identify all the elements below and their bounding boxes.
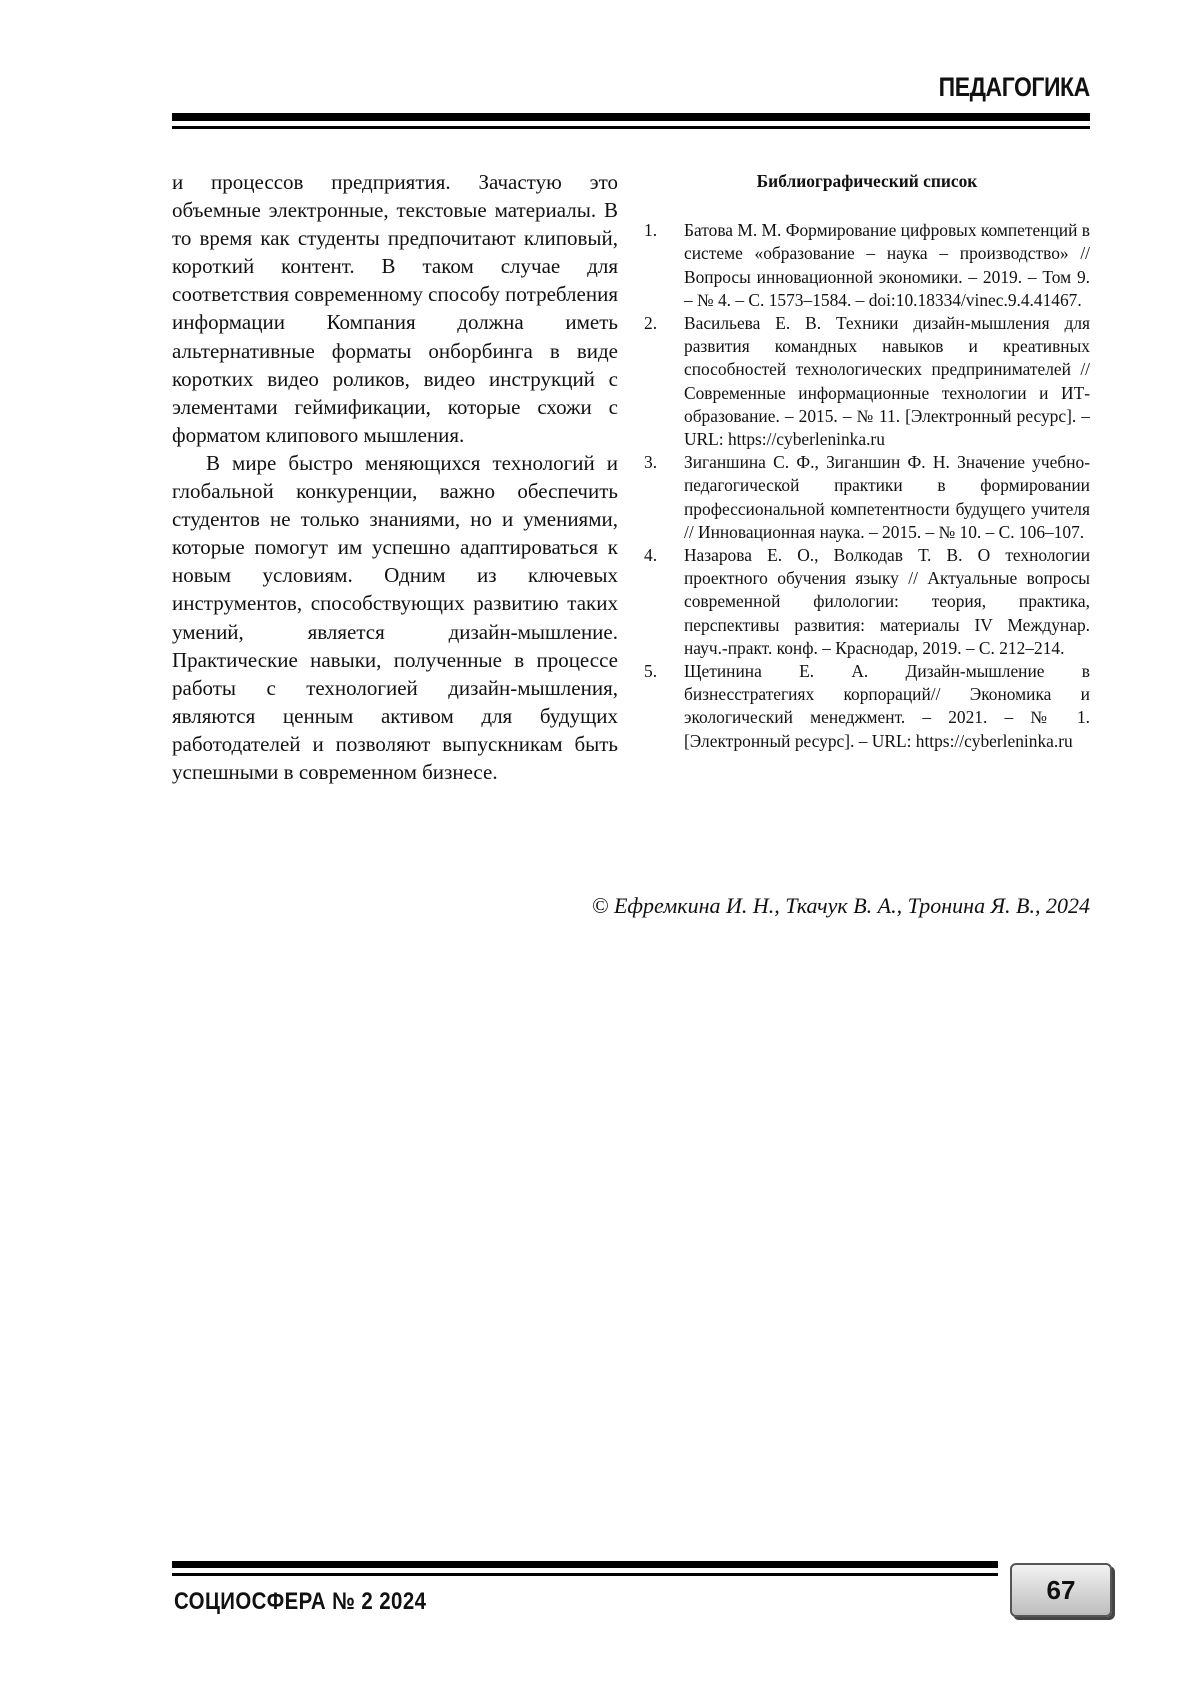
bibliography-item-number: 1. bbox=[644, 220, 658, 241]
bibliography-item-text: Батова М. М. Формирование цифровых компетенций в системе «образование – наука – производство» // Вопросы инновационной экономики. – 2019. – Том 9. – № 4. – С. 1573–1584. – doi:10.18334/vinec.9.4.41467. bbox=[684, 220, 1090, 310]
bibliography-item-text: Щетинина Е. А. Дизайн-мышление в бизнесстратегиях корпораций// Экономика и экологический менеджмент. – 2021. – № 1. [Электронный ресурс]. – URL: https://cyberleninka.ru bbox=[684, 661, 1090, 751]
bibliography-item bbox=[644, 219, 1090, 312]
bibliography-title: Библиографический список bbox=[756, 171, 978, 191]
bibliography-list bbox=[644, 219, 1090, 753]
section-title: ПЕДАГОГИКА bbox=[938, 72, 1090, 102]
bibliography-item-text: Зиганшина С. Ф., Зиганшин Ф. Н. Значение учебно-педагогической практики в формировании профессиональной компетентности будущего учителя // Инновационная наука. – 2015. – № 10. – С. 106–107. bbox=[684, 452, 1090, 542]
bibliography-item bbox=[644, 660, 1090, 753]
bibliography-item bbox=[644, 451, 1090, 544]
bibliography-item-number: 3. bbox=[644, 452, 658, 473]
bibliography-item bbox=[644, 544, 1090, 660]
page-number: 67 bbox=[1010, 1563, 1112, 1617]
bibliography-item bbox=[644, 312, 1090, 451]
header-rule-thin bbox=[172, 126, 1090, 129]
bibliography-item-text: Васильева Е. В. Техники дизайн-мышления для развития командных навыков и креативных способностей технологических предпринимателей // Современные информационные технологии и ИТ-образование. – 2015. – № 11. [Электронный ресурс]. – URL: https://cyberleninka.ru bbox=[684, 313, 1090, 450]
body-paragraph: и процессов предприятия. Зачастую это объемные электронные, текстовые материалы. В то время как студенты предпочитают клиповый, короткий контент. В таком случае для соответствия современному способу потребления информации Компания должна иметь альтернативные форматы онборбинга в виде коротких видео роликов, видео инструкций с элементами геймификации, которые схожи с форматом клипового мышления. bbox=[172, 170, 618, 447]
bibliography-item-number: 4. bbox=[644, 545, 658, 566]
header-rule-thick bbox=[172, 113, 1090, 121]
body-paragraph: В мире быстро меняющихся технологий и глобальной конкуренции, важно обеспечить студентов не только знаниями, но и умениями, которые помогут им успешно адаптироваться к новым условиям. Одним из ключевых инструментов, способствующих развитию таких умений, является дизайн-мышление. Практические навыки, полученные в процессе работы с технологией дизайн-мышления, являются ценным активом для будущих работодателей и позволяют выпускникам быть успешными в современном бизнесе. bbox=[172, 450, 618, 784]
footer-rule-thick bbox=[172, 1561, 998, 1568]
bibliography-item-text: Назарова Е. О., Волкодав Т. В. О технологии проектного обучения языку // Актуальные вопросы современной филологии: теория, практика, перспективы развития: материалы IV Междунар. науч.-практ. конф. – Краснодар, 2019. – С. 212–214. bbox=[684, 545, 1090, 658]
bibliography-item-number: 5. bbox=[644, 661, 658, 682]
body-text-column bbox=[172, 168, 618, 786]
bibliography bbox=[644, 170, 1090, 753]
copyright-line: © Ефремкина И. Н., Ткачук В. А., Тронина Я. В., 2024 bbox=[591, 893, 1090, 918]
bibliography-item-number: 2. bbox=[644, 313, 658, 334]
journal-name: СОЦИОСФЕРА № 2 2024 bbox=[174, 1588, 427, 1615]
footer-rule-thin bbox=[172, 1573, 998, 1576]
